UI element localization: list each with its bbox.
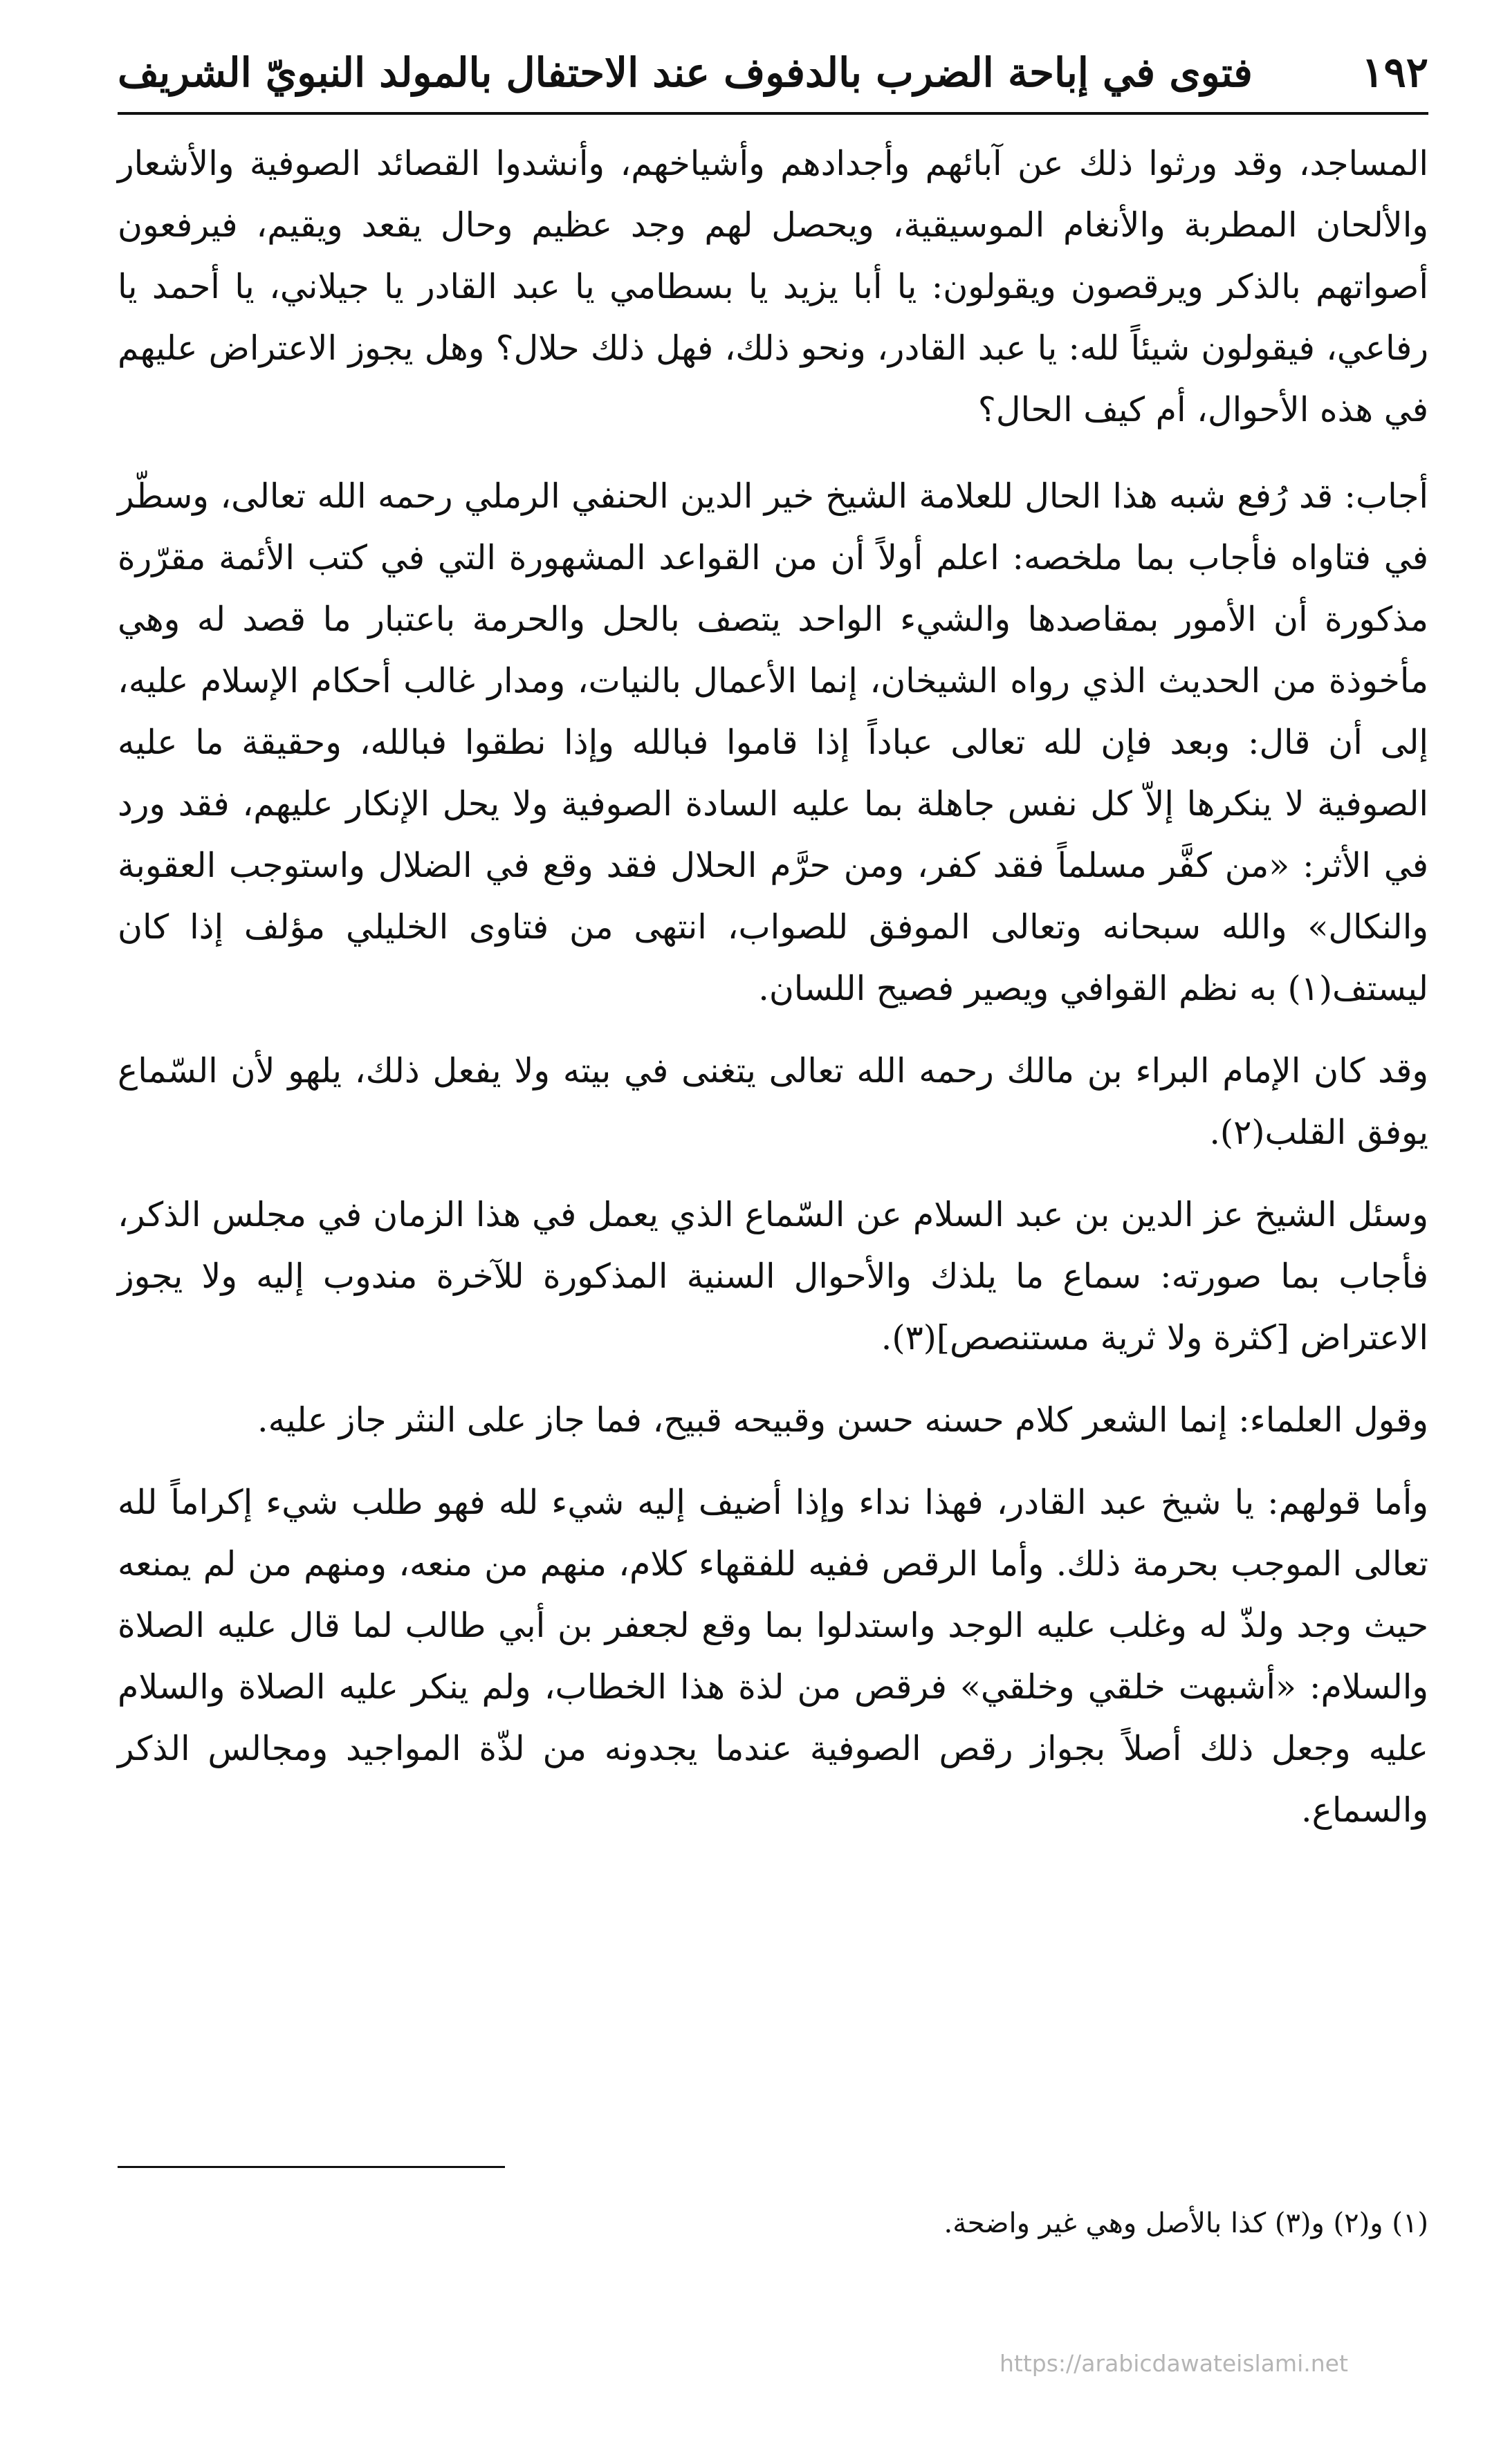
paragraph: وقد كان الإمام البراء بن مالك رحمه الله تعالى يتغنى في بيته ولا يفعل ذلك، يلهو لأن السّماع يوفق القلب(٢). [118, 1051, 1428, 1152]
footnote: (١) و(٢) و(٣) كذا بالأصل وهي غير واضحة. [943, 2207, 1428, 2239]
watermark-url: https://arabicdawateislami.net [1000, 2350, 1348, 2377]
footnote-divider [118, 2166, 505, 2168]
paragraph: المساجد، وقد ورثوا ذلك عن آبائهم وأجدادهم وأشياخهم، وأنشدوا القصائد الصوفية والأشعار والألحان المطربة والأنغام الموسيقية، ويحصل لهم وجد عظيم وحال يقعد ويقيم، فيرفعون أصواتهم بالذكر ويرقصون ويقولون: يا أبا يزيد يا بسطامي يا عبد القادر يا جيلاني، يا أحمد يا رفاعي، فيقولون شيئاً لله: يا عبد القادر، ونحو ذلك، فهل ذلك حلال؟ وهل يجوز الاعتراض عليهم في هذه الأحوال، أم كيف الحال؟ [118, 144, 1428, 429]
paragraph: وقول العلماء: إنما الشعر كلام حسنه حسن وقبيحه قبيح، فما جاز على النثر جاز عليه. [257, 1400, 1428, 1440]
page-number: ١٩٢ [1361, 48, 1428, 97]
paragraph: وأما قولهم: يا شيخ عبد القادر، فهذا نداء وإذا أضيف إليه شيء لله فهو طلب شيء إكراماً لله تعالى الموجب بحرمة ذلك. وأما الرقص ففيه للفقهاء كلام، منهم من منعه، ومنهم من لم يمنعه حيث وجد ولذّ له وغلب عليه الوجد واستدلوا بما وقع لجعفر بن أبي طالب لما قال عليه الصلاة والسلام: «أشبهت خلقي وخلقي» فرقص من لذة هذا الخطاب، ولم ينكر عليه الصلاة والسلام عليه وجعل ذلك أصلاً بجواز رقص الصوفية عندما يجدونه من لذّة المواجيد ومجالس الذكر والسماع. [118, 1483, 1428, 1830]
page-header [118, 48, 1428, 115]
paragraph: وسئل الشيخ عز الدين بن عبد السلام عن السّماع الذي يعمل في هذا الزمان في مجلس الذكر، فأجاب بما صورته: سماع ما يلذك والأحوال السنية المذكورة للآخرة مندوب إليه ولا يجوز الاعتراض [كثرة ولا ثرية مستنصص](٣). [118, 1195, 1428, 1358]
paragraph: أجاب: قد رُفع شبه هذا الحال للعلامة الشيخ خير الدين الحنفي الرملي رحمه الله تعالى، وسطّر في فتاواه فأجاب بما ملخصه: اعلم أولاً أن من القواعد المشهورة التي في كتب الأئمة مقرّرة مذكورة أن الأمور بمقاصدها والشيء الواحد يتصف بالحل والحرمة باعتبار ما قصد له وهي مأخوذة من الحديث الذي رواه الشيخان، إنما الأعمال بالنيات، ومدار غالب أحكام الإسلام عليه، إلى أن قال: وبعد فإن لله تعالى عباداً إذا قاموا فبالله وإذا نطقوا فبالله، وحقيقة ما عليه الصوفية لا ينكرها إلاّ كل نفس جاهلة بما عليه السادة الصوفية ولا يحل الإنكار عليهم، فقد ورد في الأثر: «من كفَّر مسلماً فقد كفر، ومن حرَّم الحلال فقد وقع في الضلال واستوجب العقوبة والنكال» والله سبحانه وتعالى الموفق للصواب، انتهى من فتاوى الخليلي مؤلف إذا كان ليستف(١) به نظم القوافي ويصير فصيح اللسان. [118, 476, 1428, 1008]
body-text [118, 133, 1428, 1841]
running-title: فتوى في إباحة الضرب بالدفوف عند الاحتفال بالمولد النبويّ الشريف [118, 49, 1253, 96]
book-page [118, 48, 1428, 2239]
